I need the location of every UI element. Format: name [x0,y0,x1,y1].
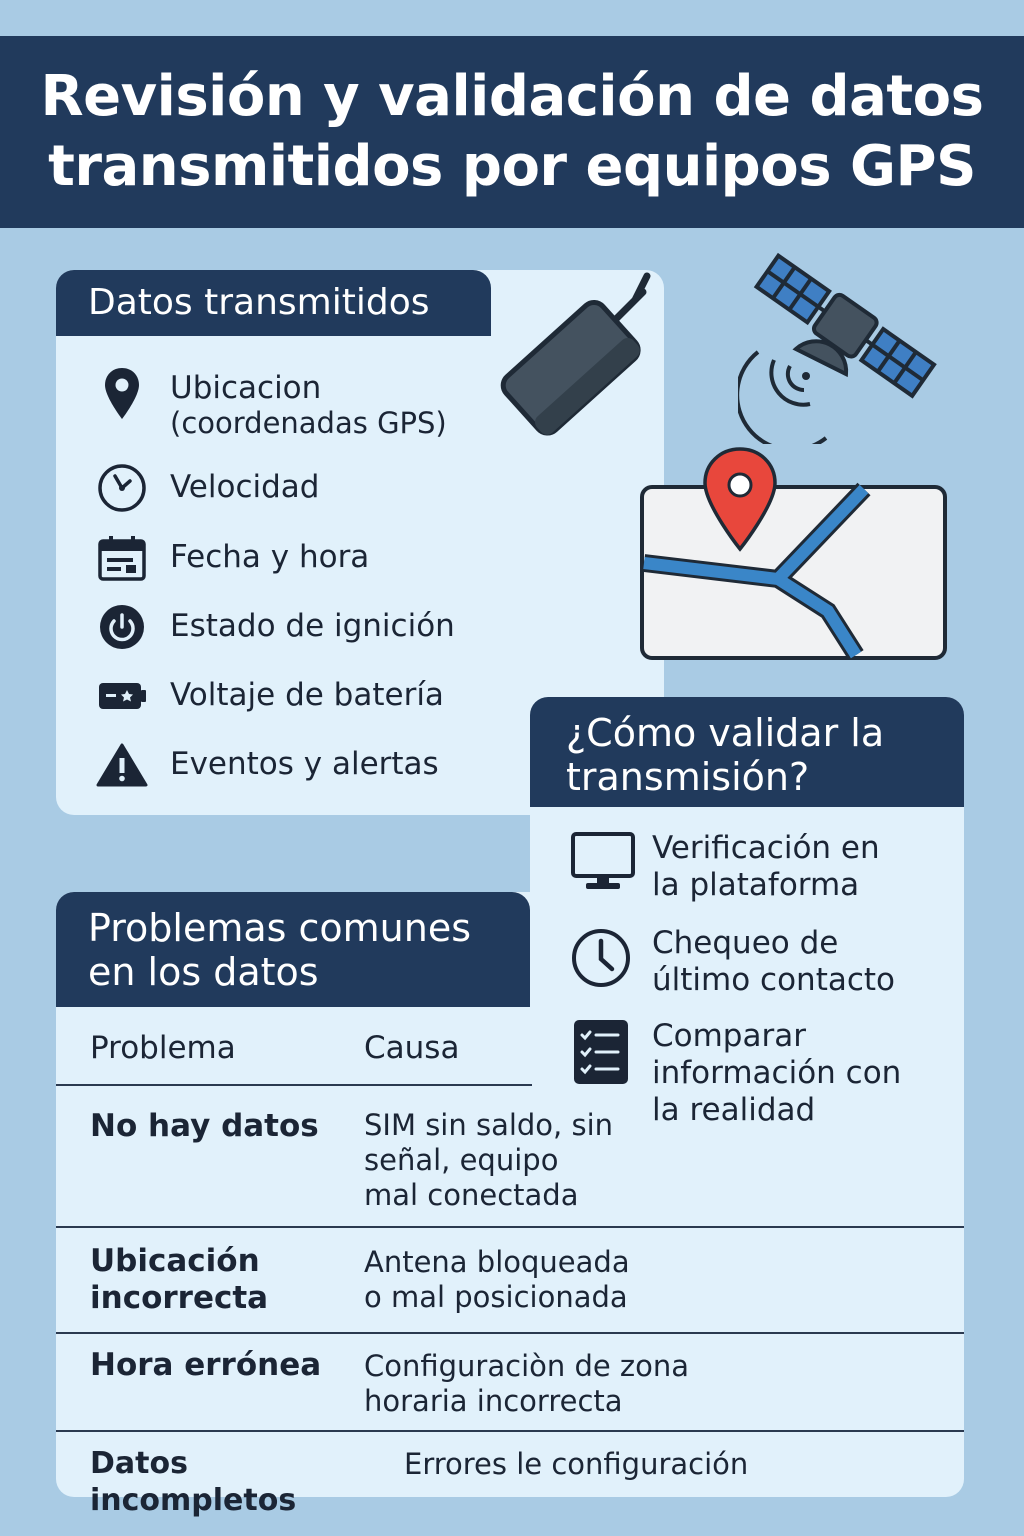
column-header-problema: Problema [90,1030,236,1066]
speedometer-icon [96,462,148,514]
page-title [41,62,984,202]
monitor-icon [570,830,636,892]
clock-icon [570,925,632,987]
power-icon [96,601,148,653]
problem-cell: No hay datos [90,1108,319,1144]
problem-cell: Hora errónea [90,1347,322,1383]
validar-item-contacto [570,925,896,998]
list-item-fecha [96,532,370,584]
list-item-eventos [96,739,439,791]
location-pin-icon [96,368,148,420]
title-line-1: Revisión y validación de datos [40,64,984,129]
validar-item-label: Verificación en la plataforma [652,830,880,903]
table-divider [56,1332,964,1334]
list-item-velocidad [96,462,320,514]
validar-heading: ¿Cómo validar la transmisión? [530,697,964,807]
title-line-2: transmitidos por equipos GPS [48,134,976,199]
validar-item-plataforma [570,830,880,903]
problemas-heading: Problemas comunes en los datos [56,892,530,1007]
item-label: Fecha y hora [170,539,370,575]
cause-cell: Errores le configuración [404,1447,749,1481]
list-item-ignicion [96,601,455,653]
warning-icon [96,739,148,791]
satellite-icon [738,244,948,444]
validar-item-label: Chequeo de último contacto [652,925,896,998]
cause-cell: SIM sin saldo, sin señal, equipo mal conectada [364,1108,614,1212]
map-pin-icon [638,445,950,663]
list-item-bateria [96,670,444,722]
list-item-ubicacion [96,368,447,440]
table-divider [56,1084,532,1086]
problem-cell: Datos incompletos [90,1446,297,1518]
item-label: Voltaje de batería [170,677,444,713]
cause-cell: Antena bloqueada o mal posicionada [364,1245,630,1314]
table-divider [56,1226,964,1228]
item-label: Ubicacion (coordenadas GPS) [170,370,447,440]
item-label: Estado de ignición [170,608,455,644]
item-label: Velocidad [170,469,320,505]
battery-icon [96,670,148,722]
table-divider [56,1430,964,1432]
validar-item-label: Comparar información con la realidad [652,1018,902,1128]
checklist-icon [570,1018,632,1086]
item-label: Eventos y alertas [170,746,439,782]
gps-tracker-device-icon [485,262,665,442]
item-sublabel: (coordenadas GPS) [170,406,447,440]
column-header-causa: Causa [364,1030,460,1066]
problem-cell: Ubicación incorrecta [90,1243,269,1316]
cause-cell: Configuraciòn de zona horaria incorrecta [364,1349,690,1418]
validar-item-comparar [570,1018,902,1128]
title-banner [0,36,1024,228]
calendar-icon [96,532,148,584]
datos-heading: Datos transmitidos [56,270,491,336]
